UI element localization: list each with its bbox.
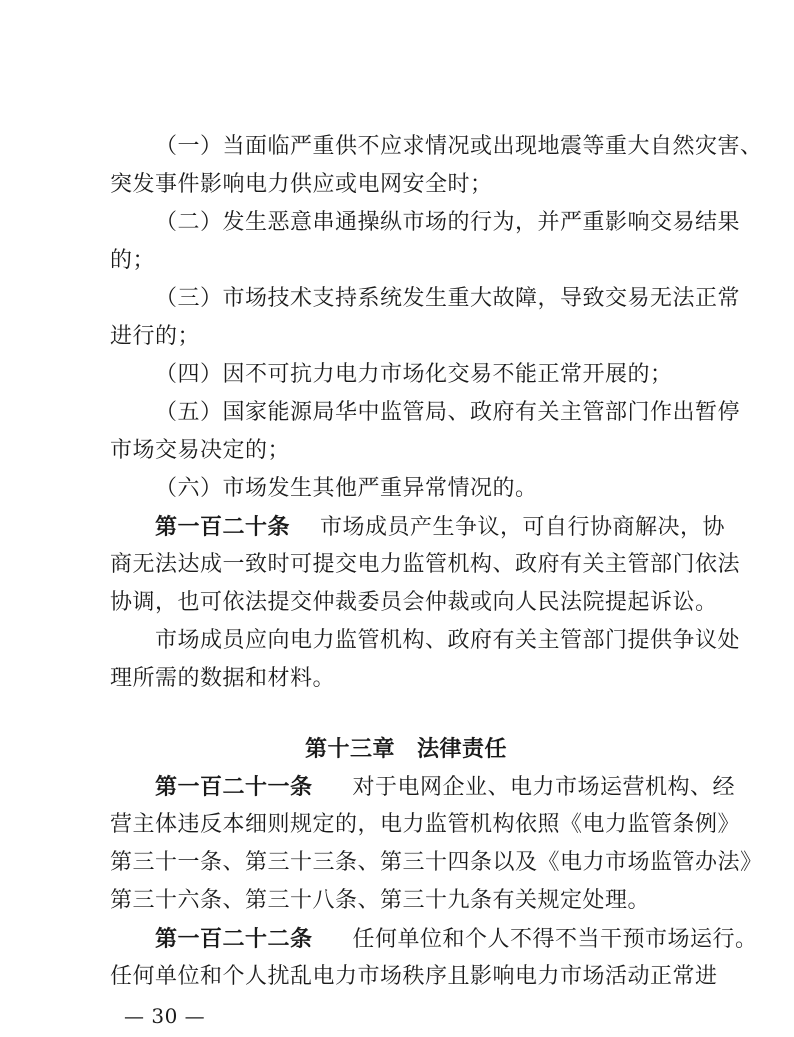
article-120-line-2: 商无法达成一致时可提交电力监管机构、政府有关主管部门依法 [110,552,741,577]
article-121-line-2: 营主体违反本细则规定的，电力监管机构依照《电力监管条例》 [110,812,741,837]
article-120-label: 第一百二十条 [155,514,291,540]
article-121-label: 第一百二十一条 [155,774,313,800]
list-item-4-line-1: （四）因不可抗力电力市场化交易不能正常开展的； [155,362,673,387]
article-122-label: 第一百二十二条 [155,926,313,952]
article-120-line-3: 协调，也可依法提交仲裁委员会仲裁或向人民法院提起诉讼。 [110,590,718,615]
list-item-3-line-1: （三）市场技术支持系统发生重大故障，导致交易无法正常 [155,286,741,311]
article-122-line-1 [155,924,758,955]
article-120-line-1 [155,512,725,543]
article-122-line-2: 任何单位和个人扰乱电力市场秩序且影响电力市场活动正常进 [110,964,718,989]
list-item-3-line-2: 进行的； [110,324,201,349]
page-number: — 30 — [124,1004,206,1028]
article-121-text-1: 对于电网企业、电力市场运营机构、经 [352,775,736,800]
list-item-6-line-1: （六）市场发生其他严重异常情况的。 [155,476,538,501]
list-item-1-line-1: （一）当面临严重供不应求情况或出现地震等重大自然灾害、 [155,134,763,159]
list-item-2-line-2: 的； [110,248,156,273]
list-item-1-line-2: 突发事件影响电力供应或电网安全时； [110,172,493,197]
article-121-line-1 [155,772,735,803]
list-item-5-line-1: （五）国家能源局华中监管局、政府有关主管部门作出暂停 [155,400,741,425]
list-item-5-line-2: 市场交易决定的； [110,438,291,463]
chapter-name: 法律责任 [417,736,508,762]
chapter-number: 第十三章 [305,736,396,762]
list-item-2-line-1: （二）发生恶意串通操纵市场的行为，并严重影响交易结果 [155,210,741,235]
article-122-text-1: 任何单位和个人不得不当干预市场运行。 [352,927,758,952]
disputes-paragraph-line-2: 理所需的数据和材料。 [110,666,336,691]
article-121-line-3: 第三十一条、第三十三条、第三十四条以及《电力市场监管办法》 [110,850,763,875]
article-120-text-1: 市场成员产生争议，可自行协商解决，协 [320,515,726,540]
disputes-paragraph-line-1: 市场成员应向电力监管机构、政府有关主管部门提供争议处 [155,628,741,653]
article-121-line-4: 第三十六条、第三十八条、第三十九条有关规定处理。 [110,888,651,913]
chapter-title [305,734,507,764]
